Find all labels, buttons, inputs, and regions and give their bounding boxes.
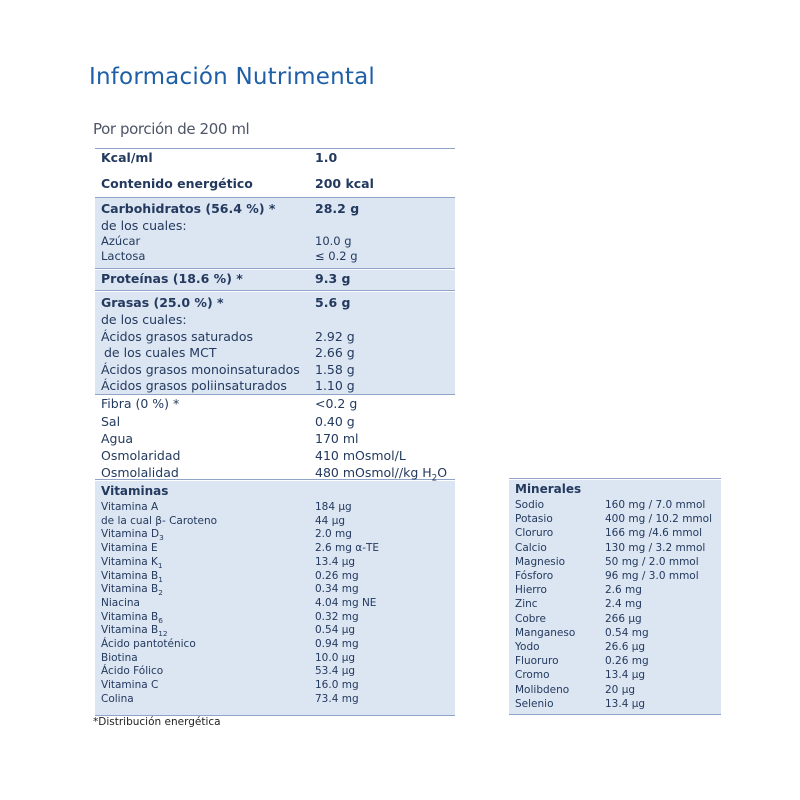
footnote: *Distribución energética — [93, 716, 221, 728]
minerals-table: Minerales Sodio 160 mg / 7.0 mmol Potasio 400 mg / 10.2 mmol Cloruro 166 mg /4.6 mmol Calcio 130 mg / 3.2 mmol Magnesio 50 mg / 2.0 mmol Fósforo 96 mg / 3.0 mmol Hierro 2.6 mg Zinc 2.4 mg Cobre 266 µg Manganeso 0.54 mg Yodo 26.6 µg Fluoruro 0.26 mg Cromo 13.4 µg Molibdeno 20 µg Selenio 13.4 µg — [509, 478, 721, 718]
nutrition-table: Kcal/ml 1.0 Contenido energético 200 kcal Carbohidratos (56.4 %) * 28.2 g de los cuales: Azúcar 10.0 g Lactosa ≤ 0.2 g Proteínas (18.6 %) * 9.3 g Grasas (25.0 %) * 5.6 g de los cuales: Ácidos grasos saturados 2.92 g de los cuales MCT 2.66 g Ácidos grasos monoinsaturados 1.58 g Ácidos grasos poliinsaturados 1.10 g Fibra (0 %) * <0.2 g Sal 0.40 g Agua 170 ml Osmolaridad 410 mOsmol/L Osmolalidad 480 mOsmol//kg $H_2O$ Vitaminas Vitamina A 184 µg de la cual β- Caroteno 44 µg Vitamina $D_3$ 2.0 mg Vitamina E 2.6 mg α-TE Vitamina $K_1$ 13.4 µg Vitamina $B_1$ 0.26 mg Vitamina $B_2$ 0.34 mg Niacina 4.04 mg NE Vitamina $B_6$ 0.32 mg Vitamina $B_{12}$ 0.54 µg Ácido pantoténico 0.94 mg Biotina 10.0 µg Ácido Fólico 53.4 µg Vitamina C 16.0 mg Colina 73.4 mg — [95, 146, 455, 716]
page-title: Información Nutrimental — [89, 64, 375, 90]
serving-size: Por porción de 200 ml — [93, 120, 250, 138]
